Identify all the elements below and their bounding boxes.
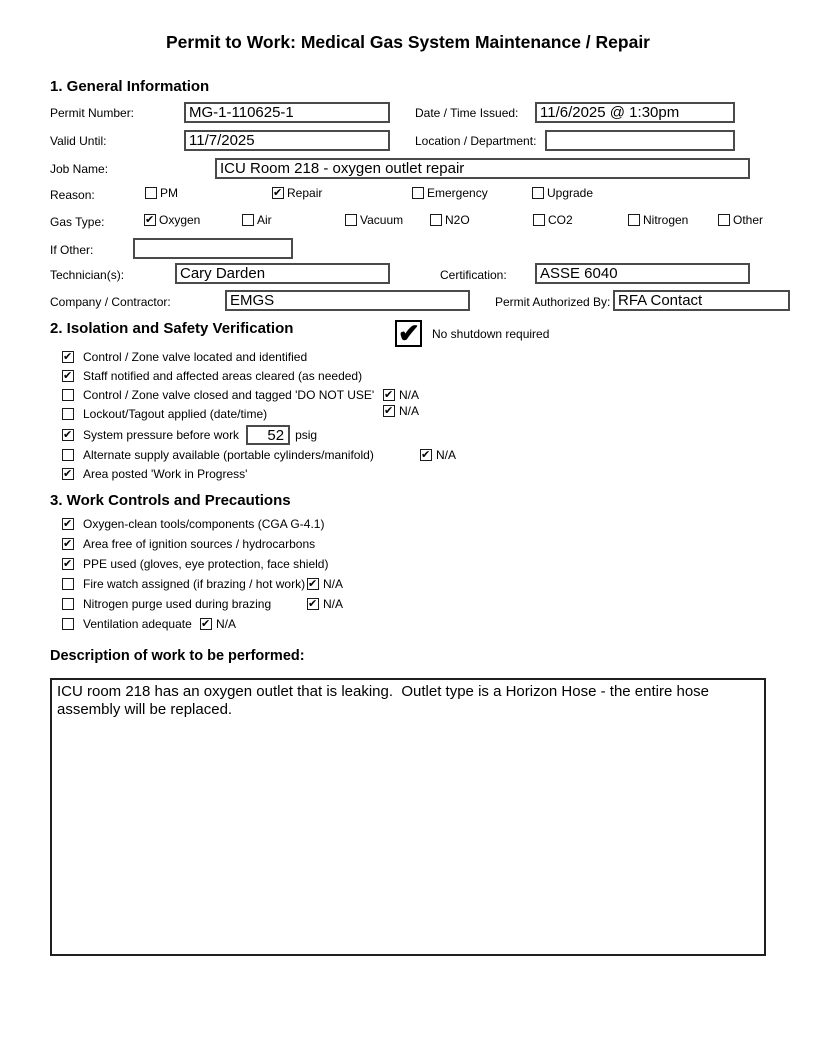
s2-item3-na (383, 388, 419, 402)
s3-item2-checkbox[interactable] (62, 538, 74, 550)
location-department-label: Location / Department: (415, 134, 537, 148)
oxygen-label: Oxygen (159, 213, 201, 227)
s3-item4-label: Fire watch assigned (if brazing / hot work) (83, 577, 306, 591)
reason-option-repair[interactable] (272, 186, 322, 200)
n2o-checkbox[interactable] (430, 214, 442, 226)
s2-item3-label: Control / Zone valve closed and tagged 'DO NOT USE' (83, 388, 375, 402)
s2-item2-label: Staff notified and affected areas cleared (as needed) (83, 369, 363, 383)
certification-label: Certification: (440, 268, 507, 282)
page-title: Permit to Work: Medical Gas System Maintenance / Repair (166, 32, 650, 52)
s2-item1-checkbox[interactable] (62, 351, 74, 363)
s2-item3-checkbox[interactable] (62, 389, 74, 401)
other-checkbox[interactable] (718, 214, 730, 226)
upgrade-checkbox[interactable] (532, 187, 544, 199)
location-department-input[interactable] (545, 130, 735, 151)
checklist-item (62, 407, 267, 421)
if-other-label: If Other: (50, 243, 94, 257)
permit-number-label: Permit Number: (50, 106, 135, 120)
s2-item4-na-checkbox[interactable] (383, 405, 395, 417)
s3-item5-na-checkbox[interactable] (307, 598, 319, 610)
gas-option-oxygen[interactable] (144, 213, 200, 227)
repair-label: Repair (287, 186, 323, 200)
oxygen-checkbox[interactable] (144, 214, 156, 226)
date-time-issued-label: Date / Time Issued: (415, 106, 519, 120)
gas-type-label: Gas Type: (50, 215, 105, 229)
description-heading: Description of work to be performed: (50, 648, 305, 664)
checklist-item (62, 350, 307, 364)
psig-unit-label: psig (295, 428, 318, 442)
checklist-item (62, 537, 315, 551)
section3-heading: 3. Work Controls and Precautions (50, 492, 291, 509)
s2-item7-label: Area posted 'Work in Progress' (83, 467, 248, 481)
s2-item1-label: Control / Zone valve located and identified (83, 350, 308, 364)
date-time-issued-input[interactable]: 11/6/2025 @ 1:30pm (535, 102, 735, 123)
s2-item6-checkbox[interactable] (62, 449, 74, 461)
job-name-input[interactable]: ICU Room 218 - oxygen outlet repair (215, 158, 750, 179)
s2-item4-label: Lockout/Tagout applied (date/time) (83, 407, 268, 421)
co2-label: CO2 (548, 213, 573, 227)
reason-option-upgrade[interactable] (532, 186, 593, 200)
company-contractor-input[interactable]: EMGS (225, 290, 470, 311)
s2-item6-na (420, 448, 456, 462)
nitrogen-checkbox[interactable] (628, 214, 640, 226)
other-label: Other (733, 213, 764, 227)
valid-until-label: Valid Until: (50, 134, 107, 148)
s2-item6-label: Alternate supply available (portable cylinders/manifold) (83, 448, 374, 462)
emergency-checkbox[interactable] (412, 187, 424, 199)
s3-item5-checkbox[interactable] (62, 598, 74, 610)
s3-item4-checkbox[interactable] (62, 578, 74, 590)
vacuum-checkbox[interactable] (345, 214, 357, 226)
description-textarea[interactable]: ICU room 218 has an oxygen outlet that is leaking. Outlet type is a Horizon Hose - the entire hose assembly will be replaced. (50, 678, 766, 956)
s3-item2-label: Area free of ignition sources / hydrocarbons (83, 537, 316, 551)
checklist-item (62, 577, 305, 591)
no-shutdown-checkbox[interactable] (395, 320, 422, 347)
pm-label: PM (160, 186, 178, 200)
s3-item6-na (200, 617, 236, 631)
s2-item6-na-checkbox[interactable] (420, 449, 432, 461)
no-shutdown-label: No shutdown required (432, 327, 550, 341)
job-name-label: Job Name: (50, 162, 109, 176)
certification-input[interactable]: ASSE 6040 (535, 263, 750, 284)
valid-until-input[interactable]: 11/7/2025 (184, 130, 390, 151)
s2-item6-na-label: N/A (436, 448, 457, 462)
checklist-item (62, 448, 374, 462)
checklist-item (62, 517, 324, 531)
s3-item6-na-checkbox[interactable] (200, 618, 212, 630)
s2-item5-label: System pressure before work (83, 428, 240, 442)
s3-item4-na-label: N/A (323, 577, 344, 591)
s3-item6-label: Ventilation adequate (83, 617, 192, 631)
gas-option-nitrogen[interactable] (628, 213, 688, 227)
air-label: Air (257, 213, 272, 227)
gas-option-n2o[interactable] (430, 213, 470, 227)
n2o-label: N2O (445, 213, 470, 227)
checklist-item (62, 369, 362, 383)
checklist-item (62, 388, 374, 402)
technicians-input[interactable]: Cary Darden (175, 263, 390, 284)
s2-item5-checkbox[interactable] (62, 429, 74, 441)
upgrade-label: Upgrade (547, 186, 594, 200)
s2-item3-na-checkbox[interactable] (383, 389, 395, 401)
repair-checkbox[interactable] (272, 187, 284, 199)
gas-option-air[interactable] (242, 213, 272, 227)
s3-item5-label: Nitrogen purge used during brazing (83, 597, 272, 611)
gas-option-other[interactable] (718, 213, 763, 227)
s2-item3-na-label: N/A (399, 388, 420, 402)
system-pressure-input[interactable]: 52 (246, 425, 290, 445)
checklist-item (62, 467, 247, 481)
s3-item3-checkbox[interactable] (62, 558, 74, 570)
company-contractor-label: Company / Contractor: (50, 295, 171, 309)
s2-item4-checkbox[interactable] (62, 408, 74, 420)
s2-item7-checkbox[interactable] (62, 468, 74, 480)
pm-checkbox[interactable] (145, 187, 157, 199)
s2-item4-na-label: N/A (399, 404, 420, 418)
section1-heading: 1. General Information (50, 78, 210, 95)
s3-item5-na (307, 597, 343, 611)
reason-option-emergency[interactable] (412, 186, 488, 200)
permit-authorized-by-input[interactable]: RFA Contact (613, 290, 790, 311)
s3-item5-na-label: N/A (323, 597, 344, 611)
s3-item3-label: PPE used (gloves, eye protection, face shield) (83, 557, 329, 571)
s2-item2-checkbox[interactable] (62, 370, 74, 382)
s3-item6-checkbox[interactable] (62, 618, 74, 630)
section2-heading: 2. Isolation and Safety Verification (50, 320, 294, 337)
checklist-item (62, 597, 271, 611)
permit-number-input[interactable]: MG-1-110625-1 (184, 102, 390, 123)
s3-item4-na-checkbox[interactable] (307, 578, 319, 590)
reason-option-pm[interactable] (145, 186, 178, 200)
reason-label: Reason: (50, 188, 95, 202)
s2-item4-na (383, 404, 419, 418)
gas-option-vacuum[interactable] (345, 213, 403, 227)
emergency-label: Emergency (427, 186, 488, 200)
co2-checkbox[interactable] (533, 214, 545, 226)
nitrogen-label: Nitrogen (643, 213, 689, 227)
if-other-input[interactable] (133, 238, 293, 259)
checklist-item (62, 424, 317, 446)
gas-option-co2[interactable] (533, 213, 573, 227)
checklist-item (62, 557, 328, 571)
s3-item4-na (307, 577, 343, 591)
air-checkbox[interactable] (242, 214, 254, 226)
s3-item1-label: Oxygen-clean tools/components (CGA G-4.1) (83, 517, 325, 531)
technicians-label: Technician(s): (50, 268, 125, 282)
s3-item6-na-label: N/A (216, 617, 237, 631)
permit-authorized-by-label: Permit Authorized By: (495, 295, 611, 309)
s3-item1-checkbox[interactable] (62, 518, 74, 530)
checklist-item (62, 617, 192, 631)
vacuum-label: Vacuum (360, 213, 404, 227)
